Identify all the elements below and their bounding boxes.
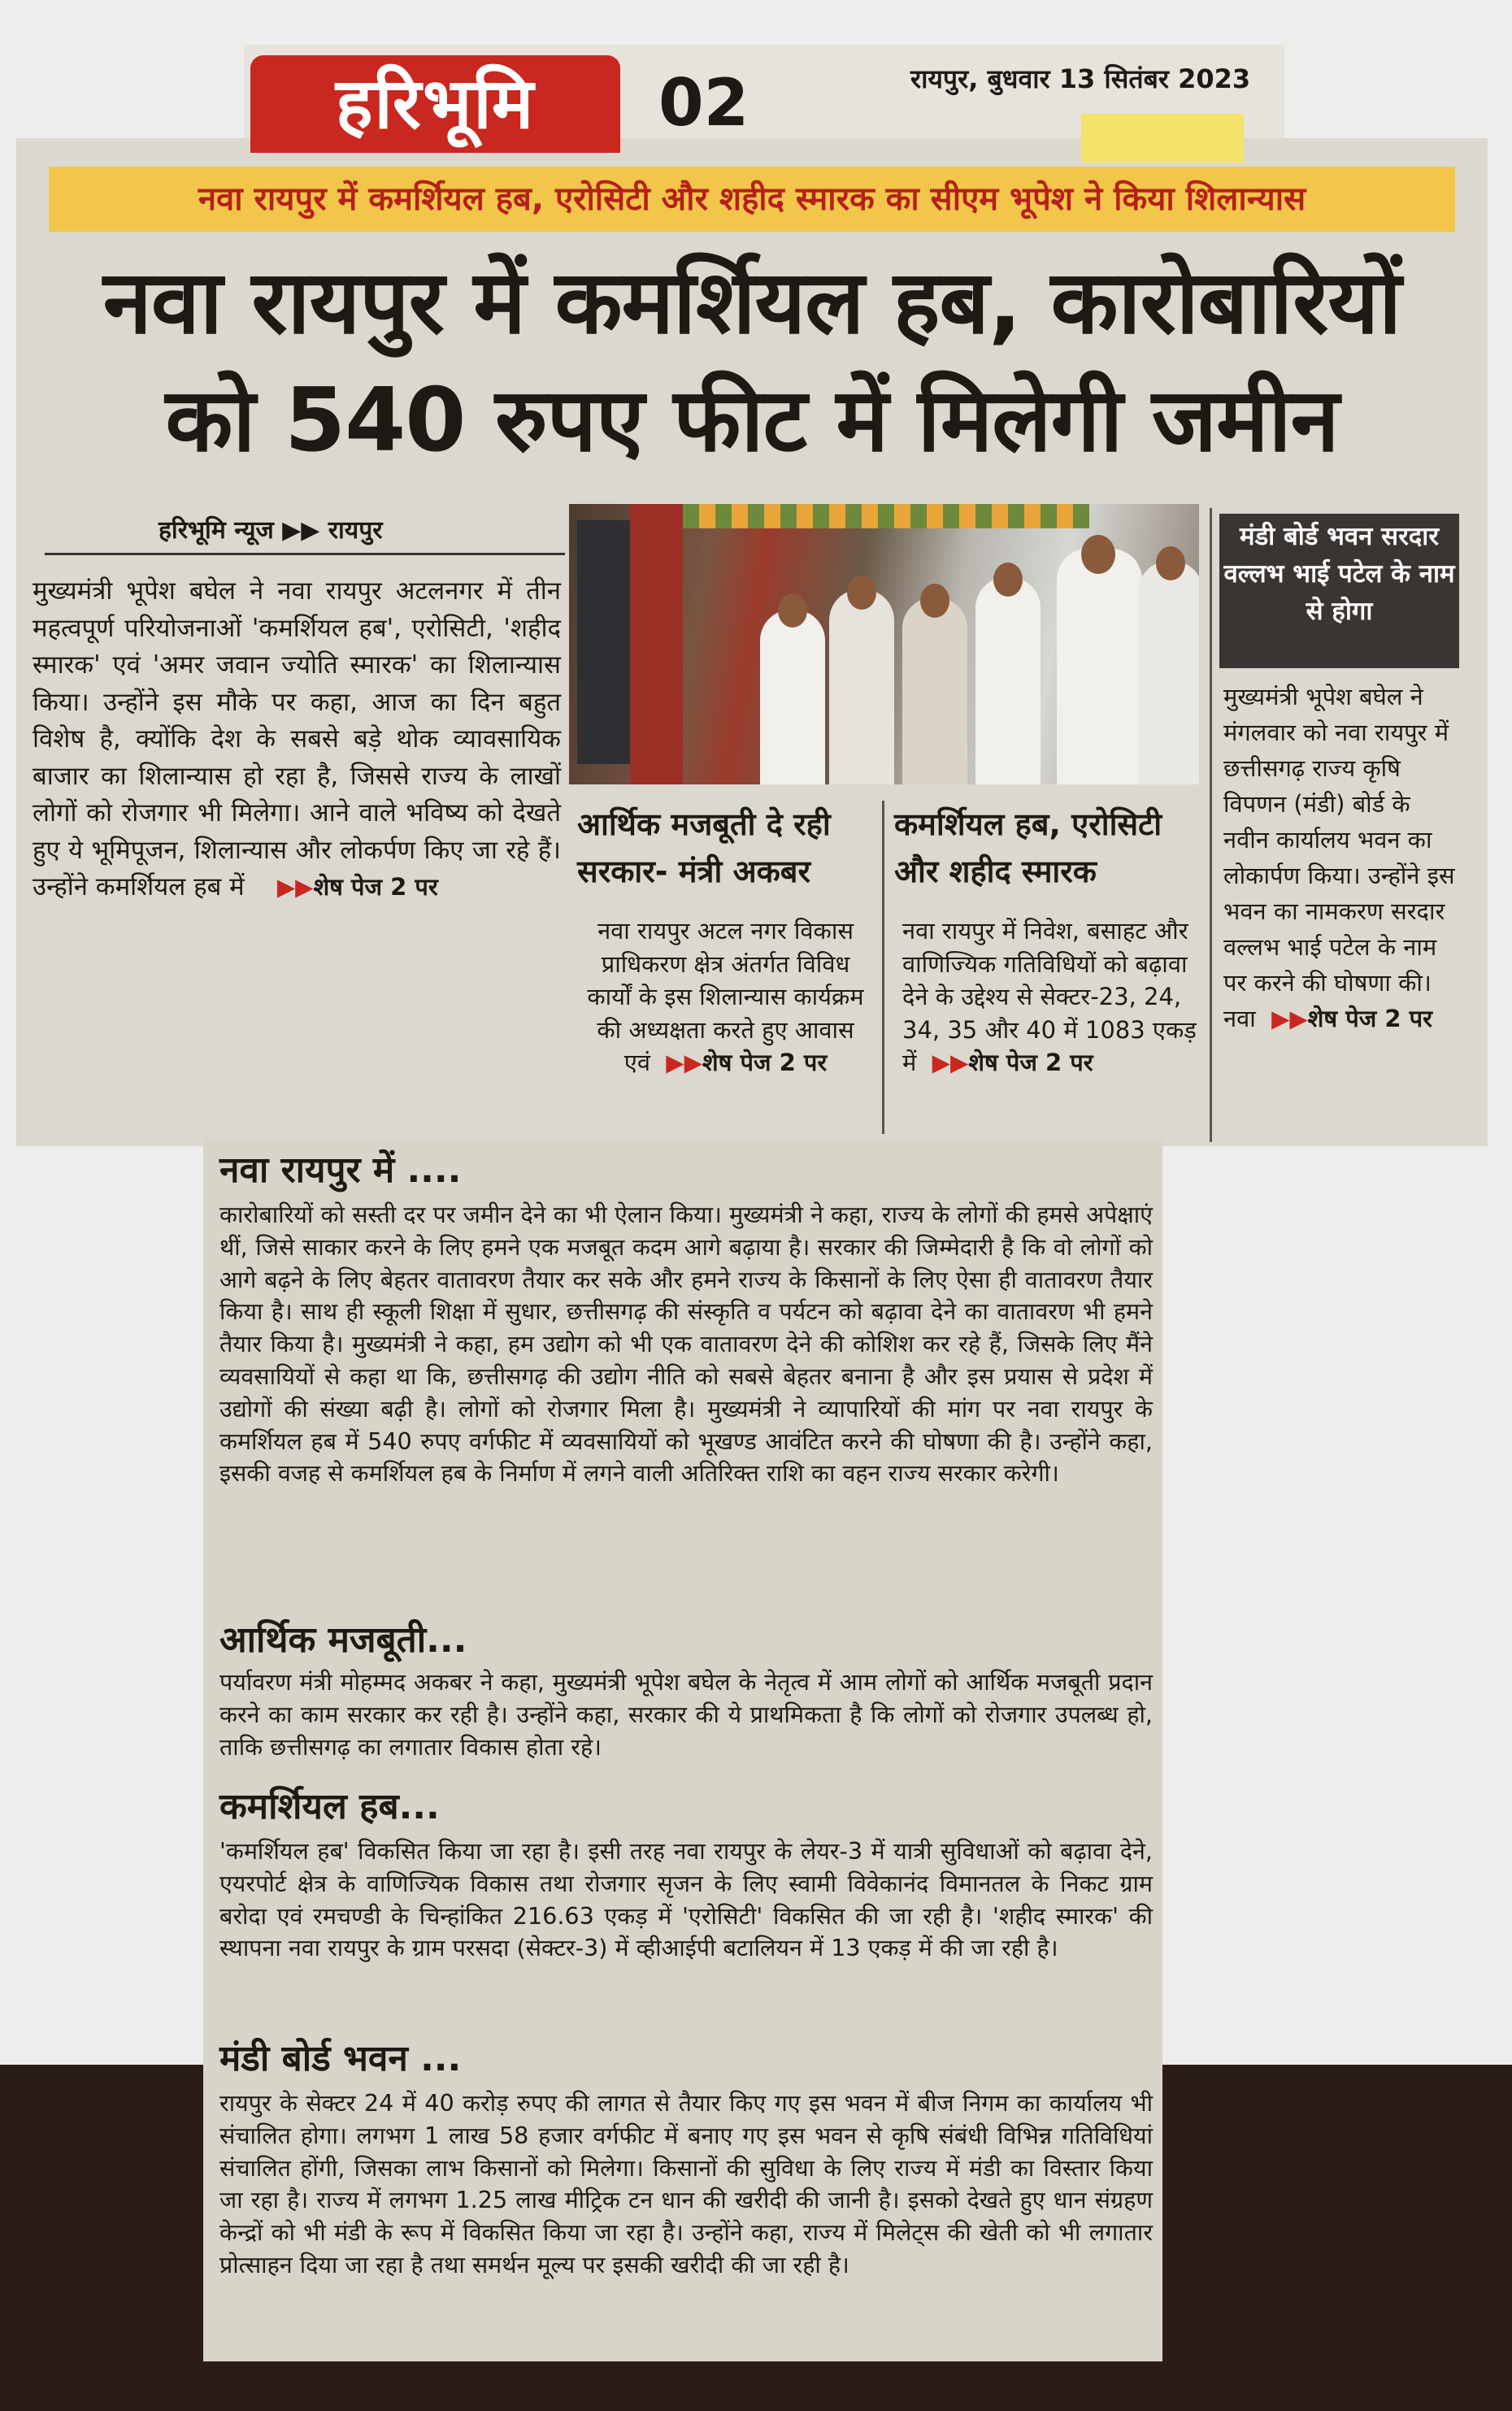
section-title: आर्थिक मजबूती... (219, 1619, 467, 1661)
garland-shape (683, 504, 1089, 528)
curtain-shape (630, 504, 683, 784)
section-body: रायपुर के सेक्टर 24 में 40 करोड़ रुपए की लागत से तैयार किए गए इस भवन में बीज निगम का कार्यालय भी संचालित होगा। लगभग 1 लाख 58 हजार वर्गफीट में बनाए गए इस भवन से कृषि संबंधी विभिन्न गतिविधियां संचालित होंगी, जिसका लाभ किसानों को मिलेगा। किसानों की सुविधा के लिए राज्य में मंडी का विस्तार किया जा रहा है। राज्य में लगभग 1.25 लाख मीट्रिक टन धान की खरीदी की जानी है। इसको देखते हुए धान संग्रहण केन्द्रों को भी मंडी के रूप में विकसित किया जा रहा है। उन्होंने कहा, राज्य में मिलेट्स की खेती को भी लगातार प्रोत्साहन दिया जा रहा है तथा समर्थन मूल्य पर इसकी खरीदी की जा रही है। (219, 2089, 1153, 2279)
column-rule (882, 801, 884, 1134)
lead-continued: ▶▶शेष पेज 2 पर (276, 873, 438, 901)
sub-body-2: नवा रायपुर में निवेश, बसाहट और वाणिज्यिक गतिविधियों को बढ़ावा देने के उद्देश्य से सेक्टर-23, 24, 34, 35 और 40 में 1083 एकड़ में (902, 917, 1197, 1076)
sidebar-continued: ▶▶शेष पेज 2 पर (1271, 1005, 1432, 1032)
section-title: मंडी बोर्ड भवन ... (219, 2038, 462, 2079)
sub-article-1 (585, 914, 866, 1080)
person-shape (1057, 549, 1142, 784)
page-number: 02 (658, 65, 749, 141)
person-shape (975, 577, 1041, 784)
person-head (993, 563, 1023, 597)
section-body: कारोबारियों को सस्ती दर पर जमीन देने का भी ऐलान किया। मुख्यमंत्री ने कहा, राज्य के लोगों की हमसे अपेक्षाएं थीं, जिसे साकार करने के लिए हमने एक मजबूत कदम आगे बढ़ाया है। सरकार की जिम्मेदारी है कि वो लोगों को आगे बढ़ने के लिए बेहतर वातावरण तैयार कर सके और हमने राज्य के किसानों के लिए ऐसा ही वातावरण तैयार किया है। साथ ही स्कूली शिक्षा में सुधार, छत्तीसगढ़ की संस्कृति व पर्यटन को बढ़ावा देने का वातावरण भी हमने तैयार किया है। मुख्यमंत्री ने कहा, हम उद्योग को भी एक वातावरण देने की कोशिश कर रहे हैं, जिसके लिए मैंने व्यवसायियों से कहा था कि, छत्तीसगढ़ की उद्योग नीति को सबसे बेहतर बनाना है और इस प्रयास से प्रदेश में उद्योगों की संख्या बढ़ी है। लोगों को रोजगार मिला है। मुख्यमंत्री ने व्यापारियों की मांग पर नवा रायपुर के कमर्शियल हब में 540 रुपए वर्गफीट में व्यवसायियों को भूखण्ड आवंटित करने की घोषणा की है। उन्होंने कहा, इसकी वजह से कमर्शियल हब के निर्माण में लगने वाली अतिरिक्त राशि का वहन राज्य सरकार करेगी। (219, 1201, 1153, 1488)
masthead-logo: हरिभूमि (250, 55, 620, 153)
person-shape (760, 610, 825, 784)
sidebar-title: मंडी बोर्ड भवन सरदार वल्लभ भाई पटेल के नाम से होगा (1219, 514, 1459, 668)
sub-continued-1: ▶▶शेष पेज 2 पर (666, 1049, 828, 1076)
sub-continued-2: ▶▶शेष पेज 2 पर (932, 1049, 1093, 1076)
person-head (920, 584, 949, 618)
sidebar-body: मुख्यमंत्री भूपेश बघेल ने मंगलवार को नवा रायपुर में छत्तीसगढ़ राज्य कृषि विपणन (मंडी) बोर्ड के नवीन कार्यालय भवन का लोकार्पण किया। उन्होंने इस भवन का नामकरण सरदार वल्लभ भाई पटेल के नाम पर करने की घोषणा की। नवा (1223, 683, 1455, 1032)
person-shape (829, 589, 894, 784)
yellow-tab (1081, 114, 1244, 163)
sidebar-article (1223, 679, 1459, 1036)
headline-line-2: को 540 रुपए फीट में मिलेगी जमीन (165, 370, 1339, 471)
person-head (778, 593, 807, 628)
headline-line-1: नवा रायपुर में कमर्शियल हब, कारोबारियों (102, 252, 1401, 354)
byline: हरिभूमि न्यूज ▶▶ रायपुर (159, 516, 383, 545)
section-title: कमर्शियल हब... (219, 1786, 440, 1827)
lead-article (33, 573, 561, 906)
lead-body: मुख्यमंत्री भूपेश बघेल ने नवा रायपुर अटलनगर में तीन महत्वपूर्ण परियोजनाओं 'कमर्शियल हब', एरोसिटी, 'शहीद स्मारक' एवं 'अमर जवान ज्योति स्मारक' का शिलान्यास किया। उन्होंने इस मौके पर कहा, आज का दिन बहुत विशेष है, क्योंकि देश के सबसे बड़े थोक व्यावसायिक बाजार का शिलान्यास हो रहा है, जिससे राज्य के लाखों लोगों को रोजगार भी मिलेगा। आने वाले भविष्य को देखते हुए ये भूमिपूजन, शिलान्यास और लोकर्पण किए जा रहे हैं। उन्होंने कमर्शियल हब में (33, 576, 561, 901)
dateline: रायपुर, बुधवार 13 सितंबर 2023 (910, 63, 1251, 94)
section-body: पर्यावरण मंत्री मोहम्मद अकबर ने कहा, मुख्यमंत्री भूपेश बघेल के नेतृत्व में आम लोगों को आर्थिक मजबूती प्रदान करने का काम सरकार कर रही है। उन्होंने कहा, सरकार की ये प्राथमिकता है कि लोगों को रोजगार उपलब्ध हो, ताकि छत्तीसगढ़ का लगातार विकास होता रहे। (219, 1668, 1153, 1761)
sub-headline-2: कमर्शियल हब, एरोसिटी और शहीद स्मारक (894, 806, 1162, 889)
person-head (847, 576, 876, 610)
event-photo (569, 504, 1199, 784)
column-rule (1210, 508, 1212, 1142)
person-head (1156, 546, 1185, 580)
headline (41, 244, 1463, 480)
section-title: नवा रायपुर में .... (219, 1149, 462, 1191)
person-head (1081, 535, 1115, 574)
sub-headline-1: आर्थिक मजबूती दे रही सरकार- मंत्री अकबर (577, 806, 831, 889)
sub-body-1: नवा रायपुर अटल नगर विकास प्राधिकरण क्षेत्र अंतर्गत विविध कार्यों के इस शिलान्यास कार्यक्रम की अध्यक्षता करते हुए आवास एवं (587, 917, 864, 1076)
person-shape (1138, 561, 1199, 784)
sub-article-2 (902, 914, 1203, 1080)
byline-rule (45, 553, 565, 555)
person-shape (902, 597, 967, 784)
kicker: नवा रायपुर में कमर्शियल हब, एरोसिटी और शहीद स्मारक का सीएम भूपेश ने किया शिलान्यास (49, 167, 1455, 232)
section-body: 'कमर्शियल हब' विकसित किया जा रहा है। इसी तरह नवा रायपुर के लेयर-3 में यात्री सुविधाओं को बढ़ावा देने, एयरपोर्ट क्षेत्र के वाणिज्यिक विकास तथा रोजगार सृजन के लिए स्वामी विवेकानंद विमानतल के निकट ग्राम बरोदा एवं रमचण्डी के चिन्हांकित 216.63 एकड़ में 'एरोसिटी' विकसित की जा रही है। 'शहीद स्मारक' की स्थापना नवा रायपुर के ग्राम परसदा (सेक्टर-3) में व्हीआईपी बटालियन में 13 एकड़ में की जा रही है। (219, 1837, 1154, 1962)
